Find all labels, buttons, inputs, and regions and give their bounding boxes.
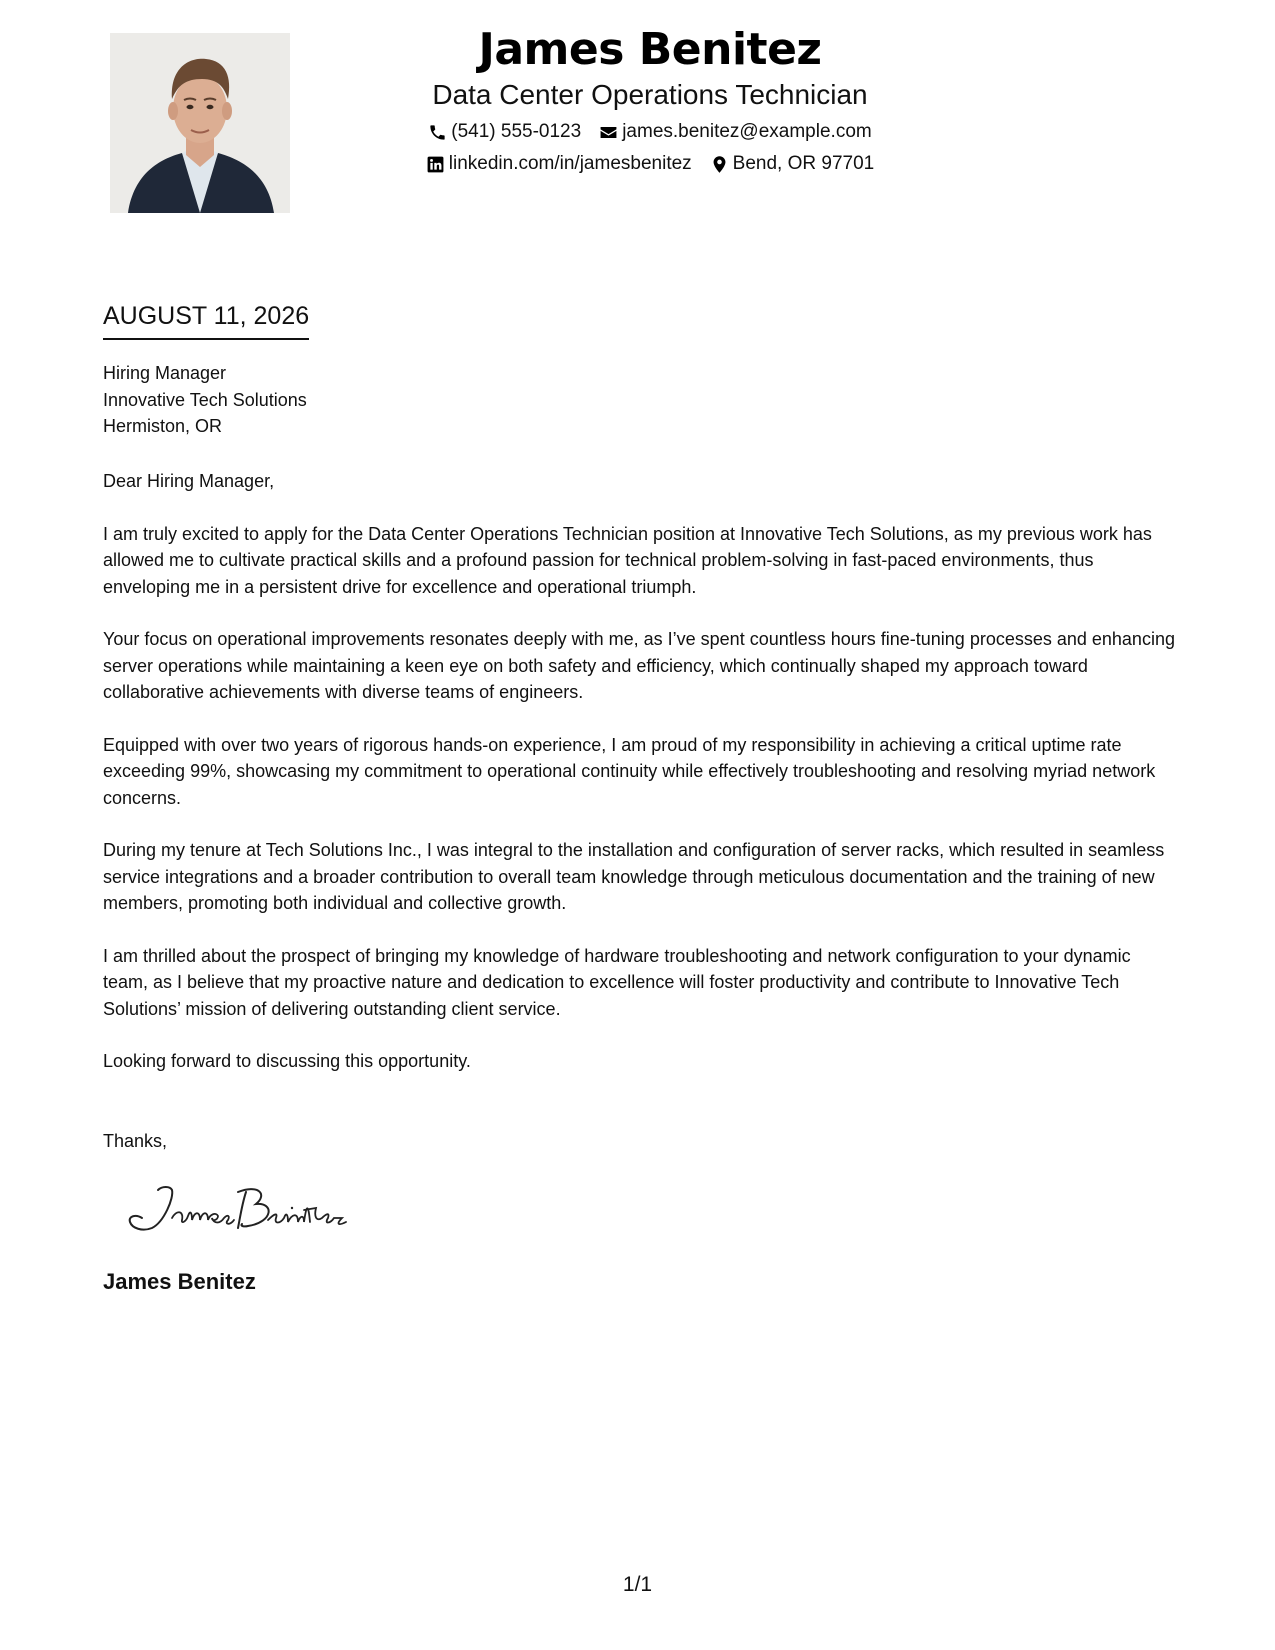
closing: Thanks, <box>103 1131 168 1151</box>
body-paragraph: Your focus on operational improvements resonates deeply with me, as I’ve spent countless hours fine-tuning processes and enhancing server operations while maintaining a keen eye on both safety and efficiency, which continually shaped my approach toward collaborative achievements with diverse teams of engineers. <box>103 629 1175 702</box>
profile-photo-image <box>110 33 290 213</box>
recipient-block <box>103 360 307 440</box>
signer-name: James Benitez <box>103 1269 256 1294</box>
recipient-line: Hermiston, OR <box>103 416 223 436</box>
phone-text: (541) 555-0123 <box>451 121 582 142</box>
phone-icon <box>428 123 447 142</box>
contact-row-2 <box>340 152 960 176</box>
page-number: 1/1 <box>622 1573 653 1596</box>
body-paragraph: I am truly excited to apply for the Data Center Operations Technician position at Innovative Tech Solutions, as my previous work has allowed me to cultivate practical skills and a profound passion for technical problem-solving in fast-paced environments, thus enveloping me in a persistent drive for excellence and operational triumph. <box>103 523 1152 597</box>
linkedin-icon <box>426 155 445 174</box>
salutation: Dear Hiring Manager, <box>103 471 275 491</box>
letter-body <box>103 468 1175 1101</box>
map-pin-icon <box>710 155 729 174</box>
applicant-title: Data Center Operations Technician <box>432 79 868 110</box>
contact-email[interactable] <box>599 120 872 144</box>
profile-photo <box>110 33 290 213</box>
body-paragraph: I am thrilled about the prospect of bringing my knowledge of hardware troubleshooting and network configuration to your dynamic team, as I believe that my proactive nature and dedication to excellence will foster productivity and contribute to Innovative Tech Solutions’ mission of delivering outstanding client service. <box>103 945 1131 1019</box>
recipient-line: Hiring Manager <box>103 363 227 383</box>
location-text: Bend, OR 97701 <box>732 153 875 174</box>
body-paragraph: During my tenure at Tech Solutions Inc., I was integral to the installation and configuration of server racks, which resulted in seamless service integrations and a broader contribution to overall team knowledge through meticulous documentation and the training of new members, promoting both individual and collective growth. <box>103 840 1165 913</box>
email-text[interactable]: james.benitez@example.com <box>622 121 872 142</box>
body-paragraph: Looking forward to discussing this opportunity. <box>103 1051 471 1071</box>
applicant-name: James Benitez <box>478 24 822 75</box>
recipient-line: Innovative Tech Solutions <box>103 389 307 410</box>
handwritten-signature <box>118 1178 358 1238</box>
body-paragraph: Equipped with over two years of rigorous hands-on experience, I am proud of my responsibility in achieving a critical uptime rate exceeding 99%, showcasing my commitment to operational continuity while effectively troubleshooting and resolving myriad network concerns. <box>103 734 1156 808</box>
contact-location <box>710 152 875 176</box>
contact-row-1 <box>340 120 960 144</box>
envelope-icon <box>599 123 618 142</box>
contact-phone <box>428 120 581 144</box>
letter-date: AUGUST 11, 2026 <box>103 300 309 340</box>
contact-linkedin[interactable] <box>426 152 692 176</box>
letter-header <box>340 22 960 176</box>
linkedin-text[interactable]: linkedin.com/in/jamesbenitez <box>448 153 692 174</box>
